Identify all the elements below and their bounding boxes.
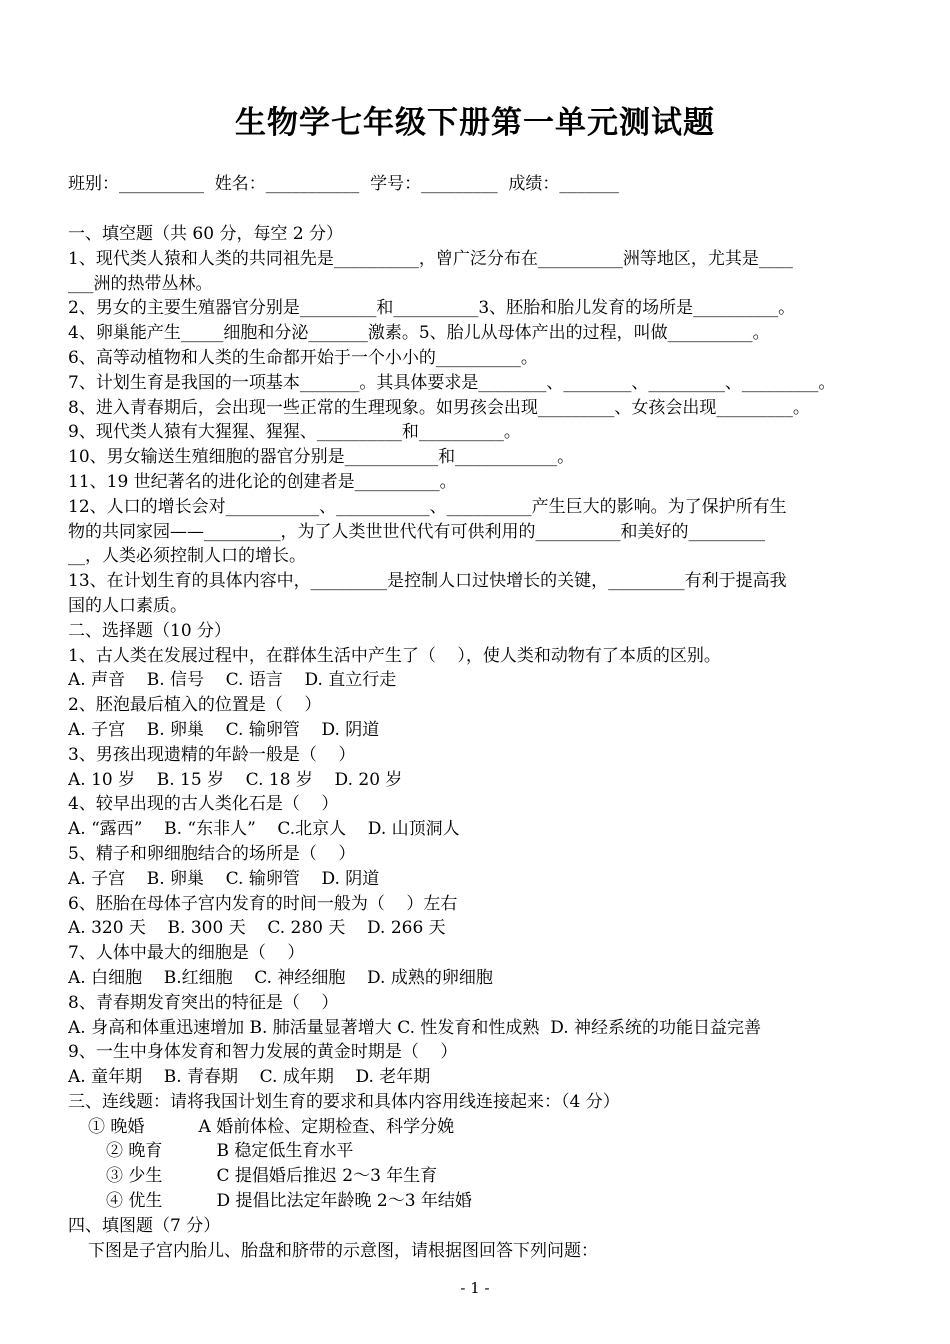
section-heading-multiple-choice: 二、选择题（10 分） <box>68 620 232 641</box>
question-line: 4、较早出现的古人类化石是（ ） <box>68 794 339 815</box>
diagram-instruction: 下图是子宫内胎儿、胎盘和脐带的示意图，请根据图回答下列问题： <box>88 1240 598 1261</box>
section-heading-matching: 三、连线题：请将我国计划生育的要求和具体内容用线连接起来：（4 分） <box>68 1091 620 1112</box>
student-info-line: 班别：__________ 姓名：___________ 学号：_________ 成绩：_______ <box>68 174 619 194</box>
question-line: 6、胚胎在母体子宫内发育的时间一般为（ ）左右 <box>68 893 458 914</box>
question-line: 13、在计划生育的具体内容中，_________是控制人口过快增长的关键，_________有利于提高我 <box>68 571 787 592</box>
question-line: 物的共同家园——_________，为了人类世世代代有可供利用的__________和美好的_________ <box>68 521 765 542</box>
question-line: 2、男女的主要生殖器官分别是_________和__________3、胚胎和胎儿发育的场所是__________。 <box>68 298 796 319</box>
question-line: 1、古人类在发展过程中，在群体生活中产生了（ ），使人类和动物有了本质的区别。 <box>68 645 721 666</box>
options-line: A. 声音 B. 信号 C. 语言 D. 直立行走 <box>68 670 397 691</box>
question-line: 4、卵巢能产生_____细胞和分泌_______激素。5、胎儿从母体产出的过程，叫做__________。 <box>68 323 770 344</box>
question-line: 1、现代类人猿和人类的共同祖先是__________，曾广泛分布在__________洲等地区，尤其是____ <box>68 248 793 269</box>
question-line: 10、男女输送生殖细胞的器官分别是___________和____________。 <box>68 447 575 468</box>
matching-row: ① 晚婚 A 婚前体检、定期检查、科学分娩 <box>88 1116 455 1137</box>
question-line: 11、19 世纪著名的进化论的创建者是__________。 <box>68 471 457 492</box>
question-line: 2、胚泡最后植入的位置是（ ） <box>68 695 322 716</box>
options-line: A. 童年期 B. 青春期 C. 成年期 D. 老年期 <box>68 1067 431 1088</box>
document-body <box>68 222 892 1263</box>
page-title: 生物学七年级下册第一单元测试题 <box>235 105 715 141</box>
page-number: - 1 - <box>460 1279 490 1297</box>
question-line: 9、现代类人猿有大猩猩、猩猩、__________和__________。 <box>68 422 521 443</box>
options-line: A. 白细胞 B.红细胞 C. 神经细胞 D. 成熟的卵细胞 <box>68 967 493 988</box>
question-line: ___洲的热带丛林。 <box>68 273 213 294</box>
question-line: 5、精子和卵细胞结合的场所是（ ） <box>68 843 356 864</box>
matching-row: ③ 少生 C 提倡婚后推迟 2～3 年生育 <box>106 1166 438 1187</box>
options-line: A. 子宫 B. 卵巢 C. 输卵管 D. 阴道 <box>68 868 380 889</box>
options-line: A. “露西” B. “东非人” C.北京人 D. 山顶洞人 <box>68 819 460 840</box>
matching-row: ② 晚育 B 稳定低生育水平 <box>106 1141 354 1162</box>
question-line: 3、男孩出现遗精的年龄一般是（ ） <box>68 744 356 765</box>
question-line: 8、进入青春期后，会出现一些正常的生理现象。如男孩会出现_________、女孩会出现_________。 <box>68 397 810 418</box>
matching-row: ④ 优生 D 提倡比法定年龄晚 2～3 年结婚 <box>106 1191 472 1212</box>
section-heading-diagram: 四、填图题（7 分） <box>68 1215 221 1236</box>
question-line: 6、高等动植物和人类的生命都开始于一个小小的__________。 <box>68 347 538 368</box>
options-line: A. 320 天 B. 300 天 C. 280 天 D. 266 天 <box>68 918 446 939</box>
options-line: A. 10 岁 B. 15 岁 C. 18 岁 D. 20 岁 <box>68 769 403 790</box>
question-line: 12、人口的增长会对___________、___________、__________产生巨大的影响。为了保护所有生 <box>68 496 787 517</box>
section-heading-fill-blank: 一、填空题（共 60 分，每空 2 分） <box>68 224 344 244</box>
question-line: 国的人口素质。 <box>68 595 187 616</box>
options-line: A. 身高和体重迅速增加 B. 肺活量显著增大 C. 性发育和性成熟 D. 神经系统的功能日益完善 <box>68 1017 762 1038</box>
question-line: 8、青春期发育突出的特征是（ ） <box>68 992 339 1013</box>
options-line: A. 子宫 B. 卵巢 C. 输卵管 D. 阴道 <box>68 719 380 740</box>
question-line: __，人类必须控制人口的增长。 <box>68 546 306 567</box>
question-line: 7、人体中最大的细胞是（ ） <box>68 943 305 964</box>
question-line: 9、一生中身体发育和智力发展的黄金时期是（ ） <box>68 1042 458 1063</box>
question-line: 7、计划生育是我国的一项基本_______。其具体要求是________、________、_________、_________。 <box>68 372 836 393</box>
